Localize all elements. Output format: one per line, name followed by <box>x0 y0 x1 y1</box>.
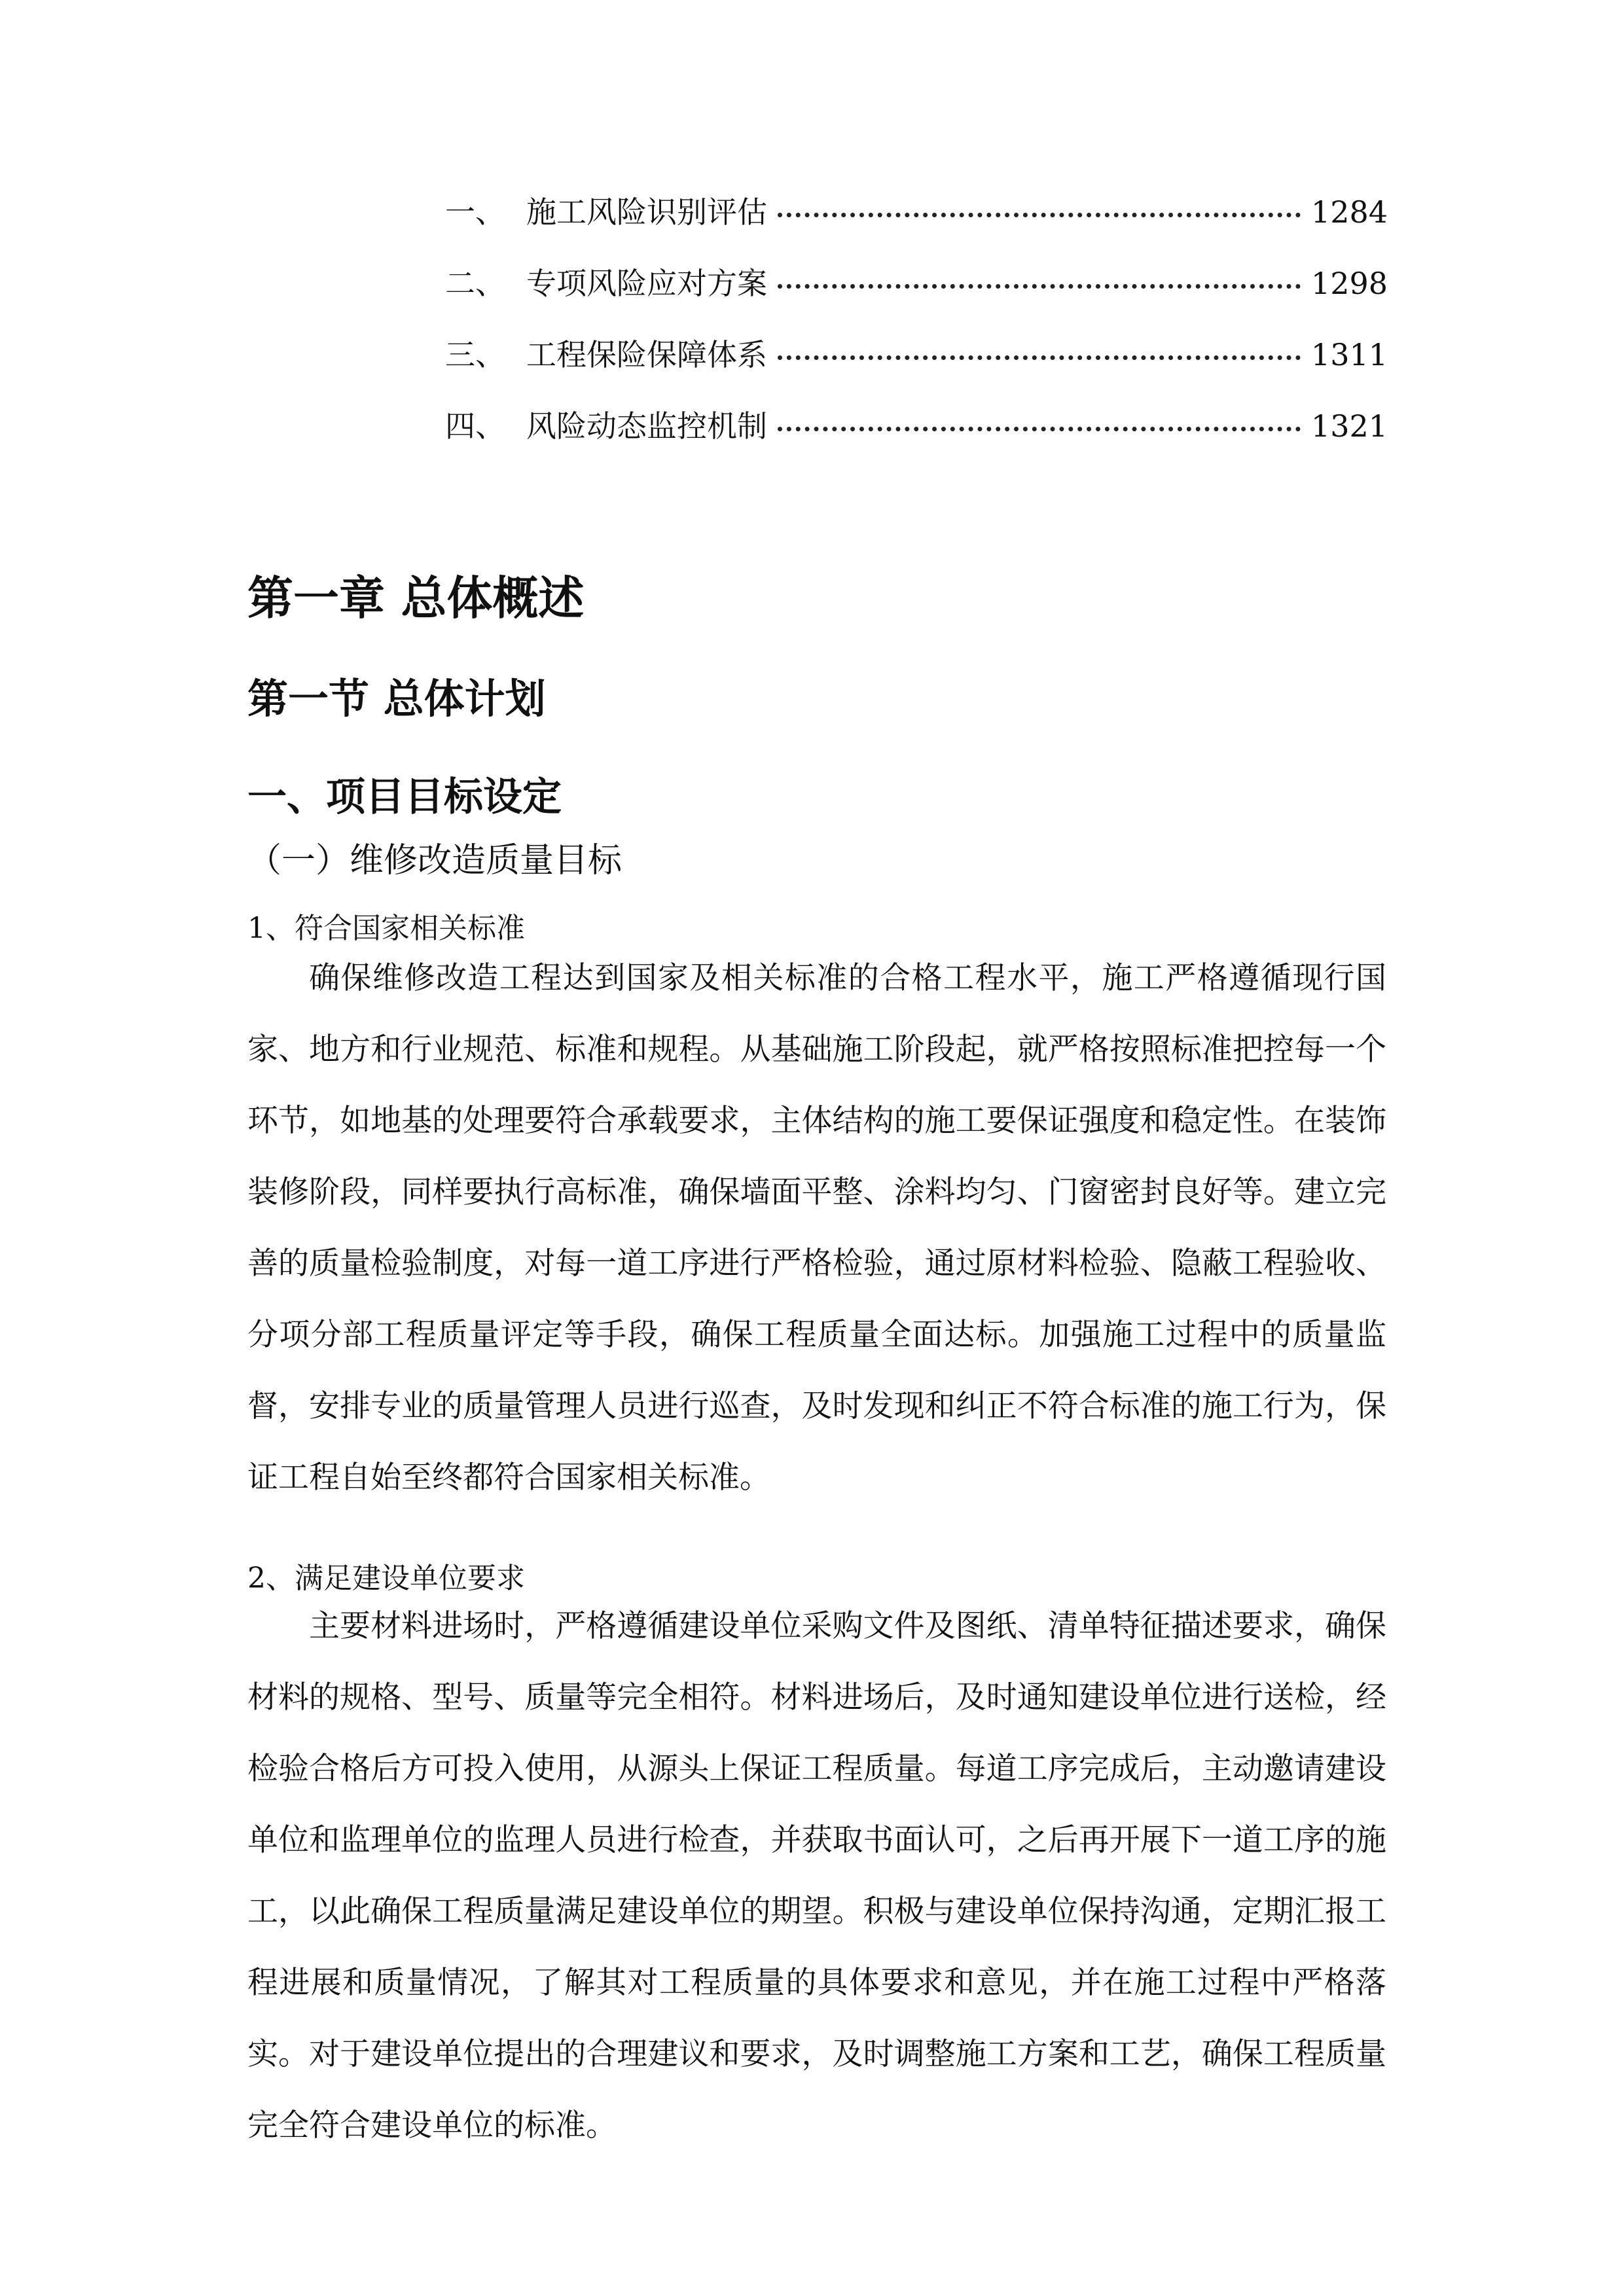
item-title: （一）维修改造质量目标 <box>247 841 623 880</box>
toc-entry-page: 1284 <box>1310 194 1388 230</box>
toc-entry-title: 专项风险应对方案 <box>526 266 767 301</box>
point-title: 2、满足建设单位要求 <box>247 1562 525 1595</box>
section-title: 第一节 总体计划 <box>247 675 546 723</box>
toc-entry-number: 一、 <box>445 194 505 230</box>
toc-leader-dots <box>778 284 1301 289</box>
toc-leader-dots <box>778 213 1301 217</box>
toc-entry-page: 1298 <box>1310 266 1388 301</box>
body-paragraph: 确保维修改造工程达到国家及相关标准的合格工程水平，施工严格遵循现行国家、地方和行业规范、标准和规程。从基础施工阶段起，就严格按照标准把控每一个环节，如地基的处理要符合承载要求，主体结构的施工要保证强度和稳定性。在装饰装修阶段，同样要执行高标准，确保墙面平整、涂料均匀、门窗密封良好等。建立完善的质量检验制度，对每一道工序进行严格检验，通过原材料检验、隐蔽工程验收、分项分部工程质量评定等手段，确保工程质量全面达标。加强施工过程中的质量监督，安排专业的质量管理人员进行巡查，及时发现和纠正不符合标准的施工行为，保证工程自始至终都符合国家相关标准。 <box>247 960 1386 1496</box>
subsection-title: 一、项目目标设定 <box>247 774 562 820</box>
toc-entry[interactable] <box>445 188 1388 260</box>
toc-entry-title: 工程保险保障体系 <box>526 337 767 372</box>
toc-entry-number: 三、 <box>445 337 505 372</box>
body-paragraph: 主要材料进场时，严格遵循建设单位采购文件及图纸、清单特征描述要求，确保材料的规格、型号、质量等完全相符。材料进场后，及时通知建设单位进行送检，经检验合格后方可投入使用，从源头上保证工程质量。每道工序完成后，主动邀请建设单位和监理单位的监理人员进行检查，并获取书面认可，之后再开展下一道工序的施工，以此确保工程质量满足建设单位的期望。积极与建设单位保持沟通，定期汇报工程进展和质量情况，了解其对工程质量的具体要求和意见，并在施工过程中严格落实。对于建设单位提出的合理建议和要求，及时调整施工方案和工艺，确保工程质量完全符合建设单位的标准。 <box>247 1608 1386 2144</box>
toc-entry-title: 施工风险识别评估 <box>526 194 767 230</box>
point-title: 1、符合国家相关标准 <box>247 912 525 945</box>
toc-entry[interactable] <box>445 331 1388 403</box>
toc-entry[interactable] <box>445 403 1388 474</box>
chapter-title: 第一章 总体概述 <box>247 571 585 625</box>
toc-entry-page: 1321 <box>1310 408 1388 444</box>
toc-entry-number: 四、 <box>445 408 505 444</box>
toc-entry-number: 二、 <box>445 266 505 301</box>
toc-entry-page: 1311 <box>1310 337 1388 372</box>
table-of-contents <box>445 188 1388 474</box>
toc-leader-dots <box>778 355 1301 360</box>
toc-entry-title: 风险动态监控机制 <box>526 408 767 444</box>
toc-entry[interactable] <box>445 260 1388 331</box>
toc-leader-dots <box>778 427 1301 431</box>
